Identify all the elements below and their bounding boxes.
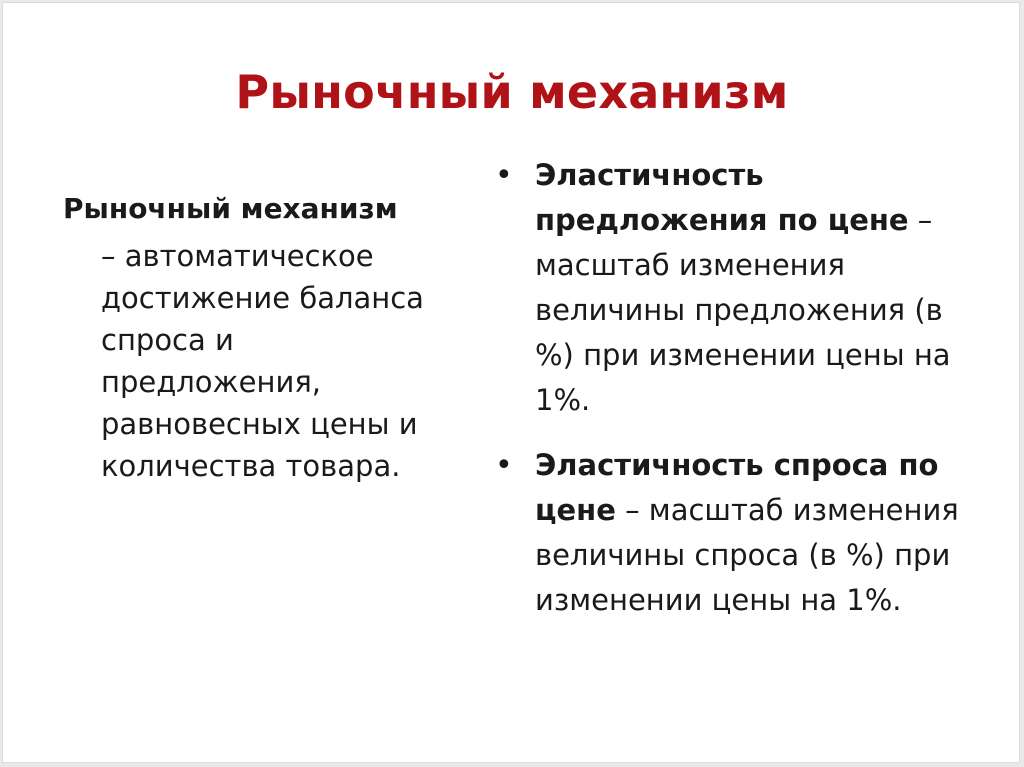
left-column <box>63 191 463 487</box>
bullet-term: Эластичность спроса по цене <box>535 448 939 527</box>
term-definition: – автоматическое достижение баланса спроса и предложения, равновесных цены и количества товара. <box>101 239 424 483</box>
slide-title: Рыночный механизм <box>235 65 789 119</box>
bullet-dot-icon: • <box>495 448 513 483</box>
term-heading: Рыночный механизм <box>63 192 398 225</box>
right-column <box>495 153 965 623</box>
bullet-item-supply-elasticity <box>495 153 965 423</box>
bullet-item-demand-elasticity <box>495 443 965 623</box>
bullet-text: – масштаб изменения величины спроса (в %) при изменении цены на 1%. <box>535 493 959 617</box>
bullet-dot-icon: • <box>495 158 513 193</box>
slide <box>2 2 1020 763</box>
bullet-text: – масштаб изменения величины предложения (в %) при изменении цены на 1%. <box>535 203 951 417</box>
bullet-term: Эластичность предложения по цене <box>535 158 909 237</box>
